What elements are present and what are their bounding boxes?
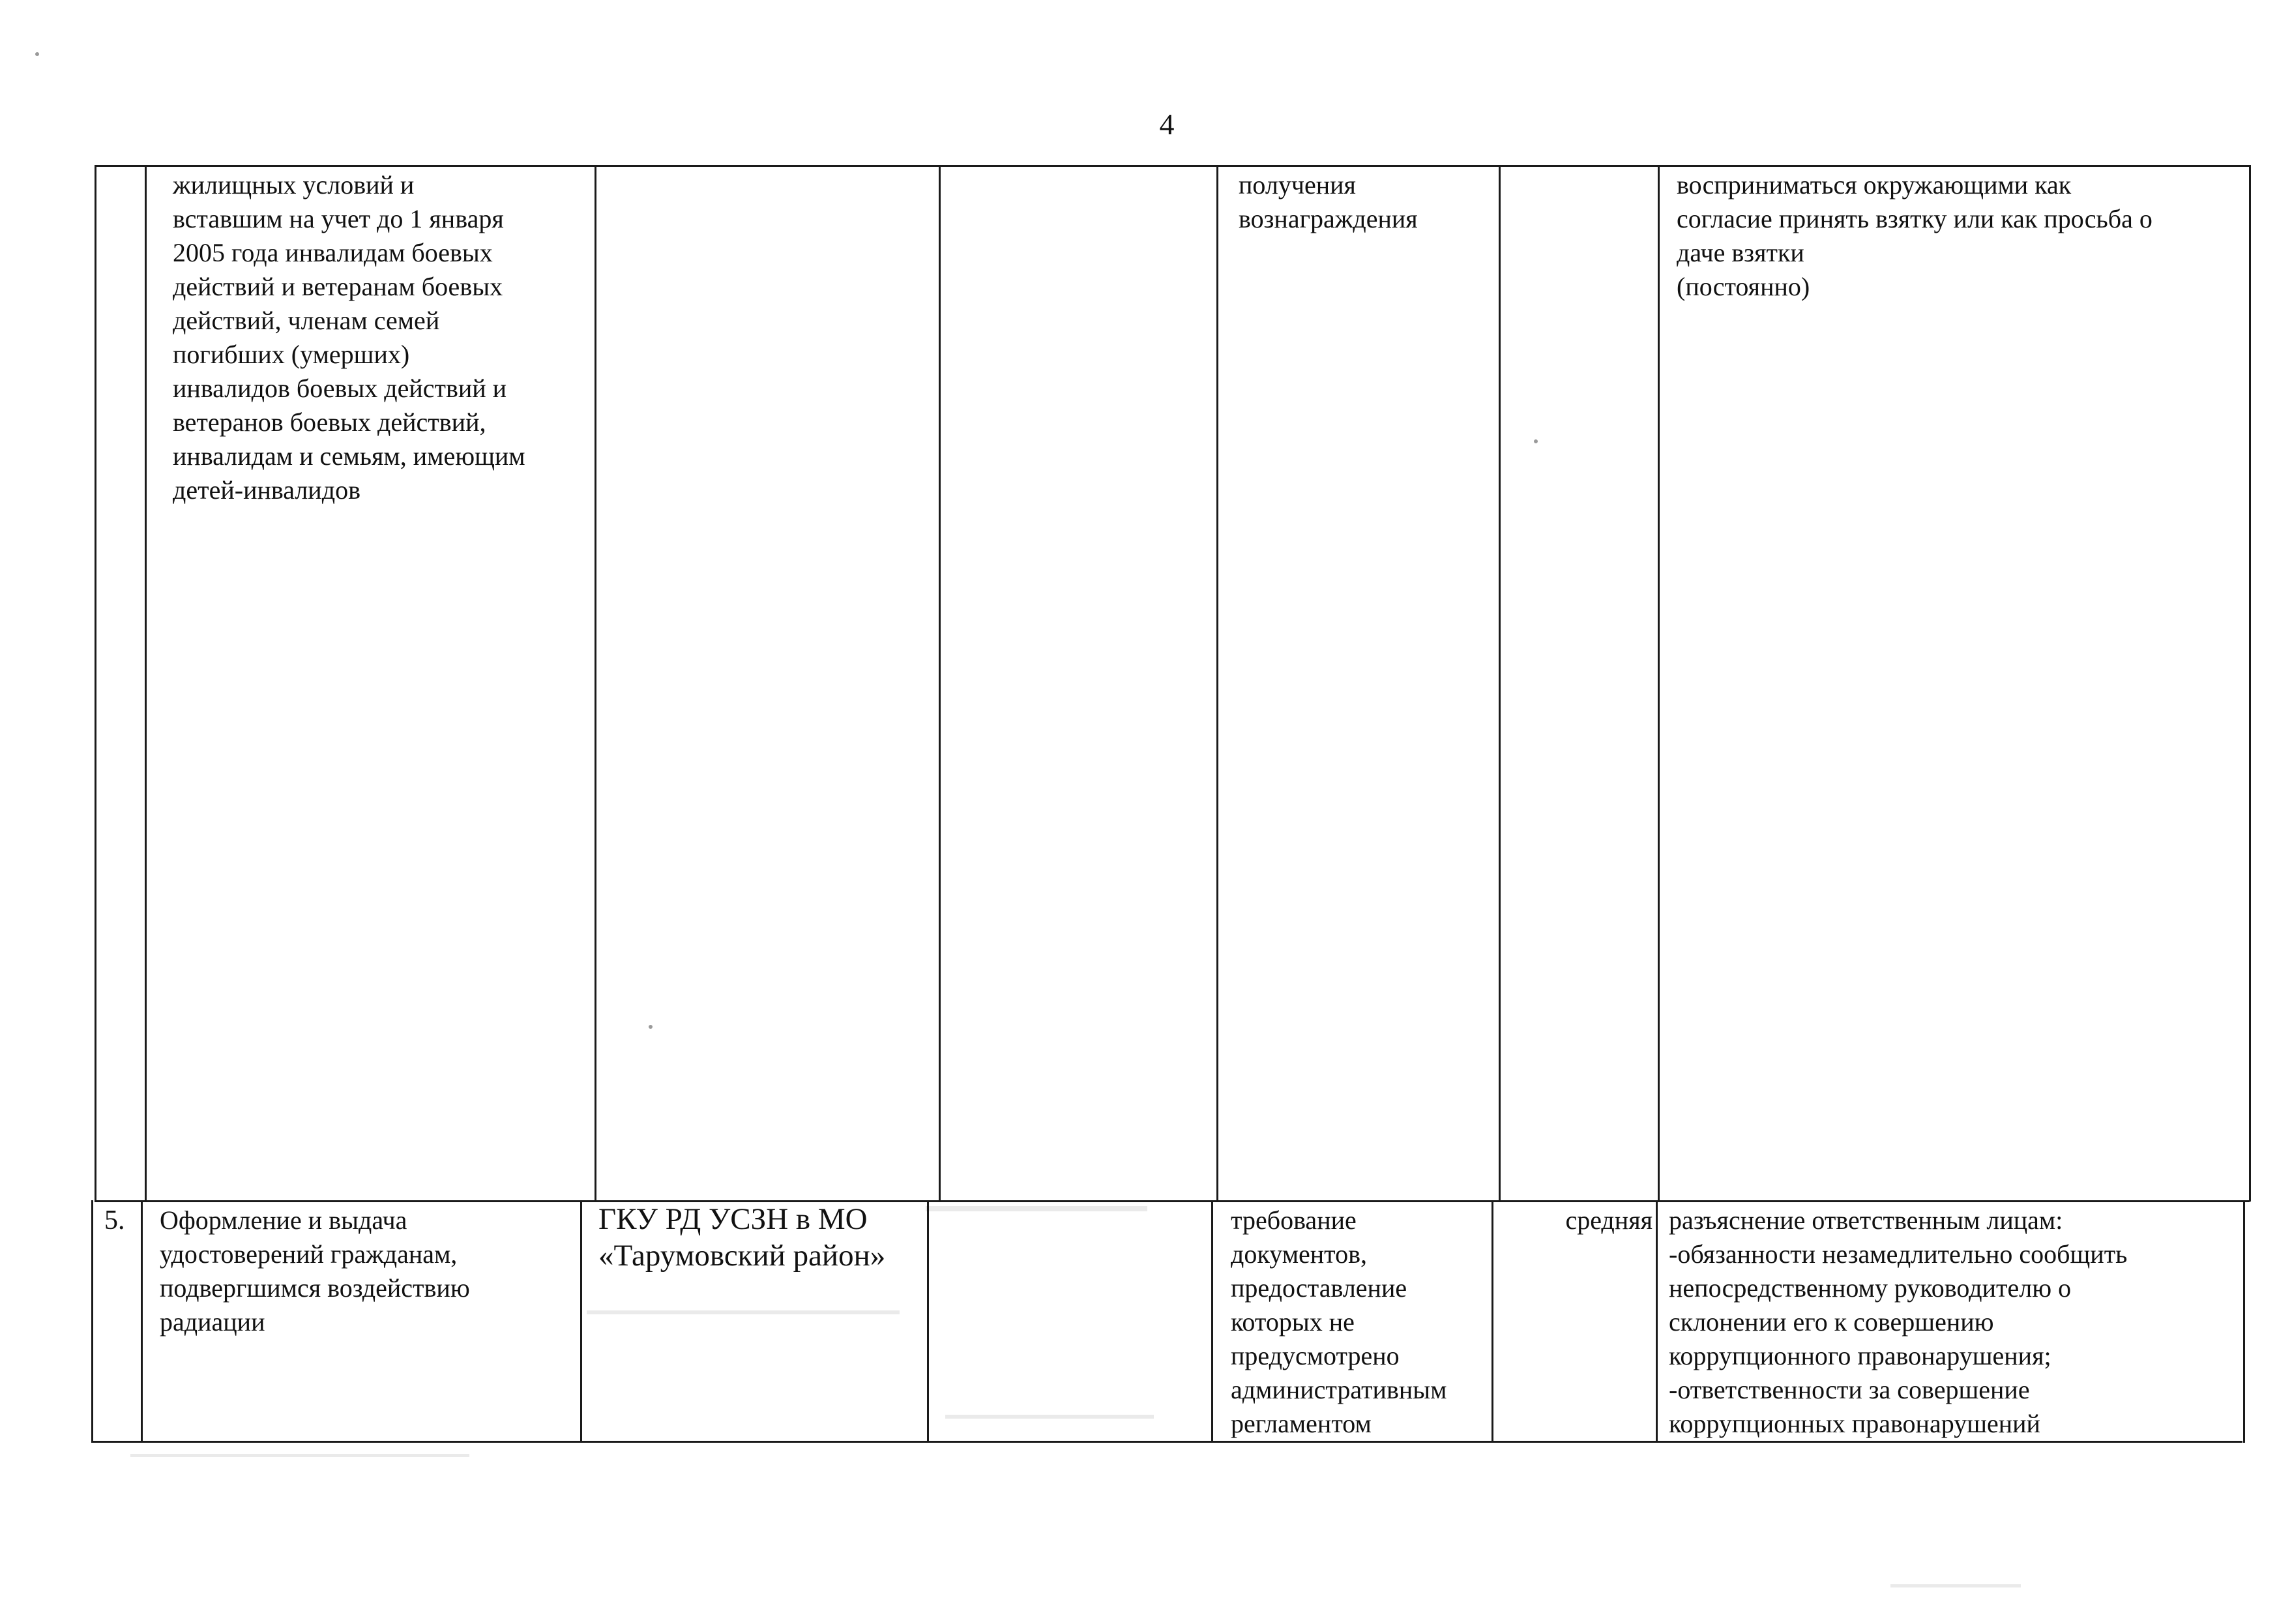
row-divider [95, 1200, 2250, 1202]
continuation-row-subject: жилищных условий и вставшим на учет до 1 января 2005 года инвалидам боевых действий и ветеранам боевых действий, членам семей погибших (умерших) инвалидов боевых действий и ветеранов боевых действий, инвалидам и семьям, имеющим детей-инвалидов [173, 170, 525, 505]
scan-speck [1534, 439, 1538, 443]
col-border [1216, 165, 1218, 1202]
col-border [939, 165, 941, 1202]
page-number: 4 [1159, 108, 1175, 141]
col-border [2249, 165, 2251, 1202]
scan-artifact [1890, 1584, 2021, 1587]
row5-subject: Оформление и выдача удостоверений гражданам, подвергшимся воздействию радиации [160, 1205, 470, 1336]
col-border [1211, 1200, 1213, 1443]
row5-measures: разъяснение ответственным лицам: -обязанности незамедлительно сообщить непосредственному руководителю о склонении его к совершению коррупционного правонарушения; -ответственности за совершение коррупционных правонарушений [1669, 1205, 2128, 1438]
table-bottom-border [91, 1441, 2242, 1443]
col-border [580, 1200, 582, 1443]
continuation-row-measures: восприниматься окружающими как согласие принять взятку или как просьба о даче взятки (постоянно) [1677, 170, 2152, 301]
col-border [1656, 1200, 1658, 1443]
row5-level: средняя [1565, 1205, 1653, 1235]
continuation-row-risk: получения вознаграждения [1239, 170, 1418, 233]
col-border [595, 165, 596, 1202]
col-border [1491, 1200, 1493, 1443]
scan-artifact [587, 1310, 900, 1314]
row5-risk: требование документов, предоставление которых не предусмотрено административным регламентом [1231, 1205, 1447, 1438]
row5-number: 5. [104, 1205, 125, 1235]
scan-artifact [926, 1206, 1147, 1211]
table-top-border [95, 165, 2250, 167]
col-border [91, 1200, 93, 1443]
col-border [1658, 165, 1660, 1202]
scan-artifact [130, 1454, 469, 1457]
scan-artifact [945, 1415, 1154, 1419]
col-border [141, 1200, 143, 1443]
col-border [95, 165, 96, 1202]
col-border [145, 165, 147, 1202]
col-border [1499, 165, 1501, 1202]
col-border [927, 1200, 929, 1443]
row5-organization: ГКУ РД УСЗН в МО «Тарумовский район» [598, 1202, 886, 1273]
col-border [2243, 1200, 2245, 1443]
scan-speck [35, 52, 39, 56]
scan-speck [649, 1025, 653, 1029]
